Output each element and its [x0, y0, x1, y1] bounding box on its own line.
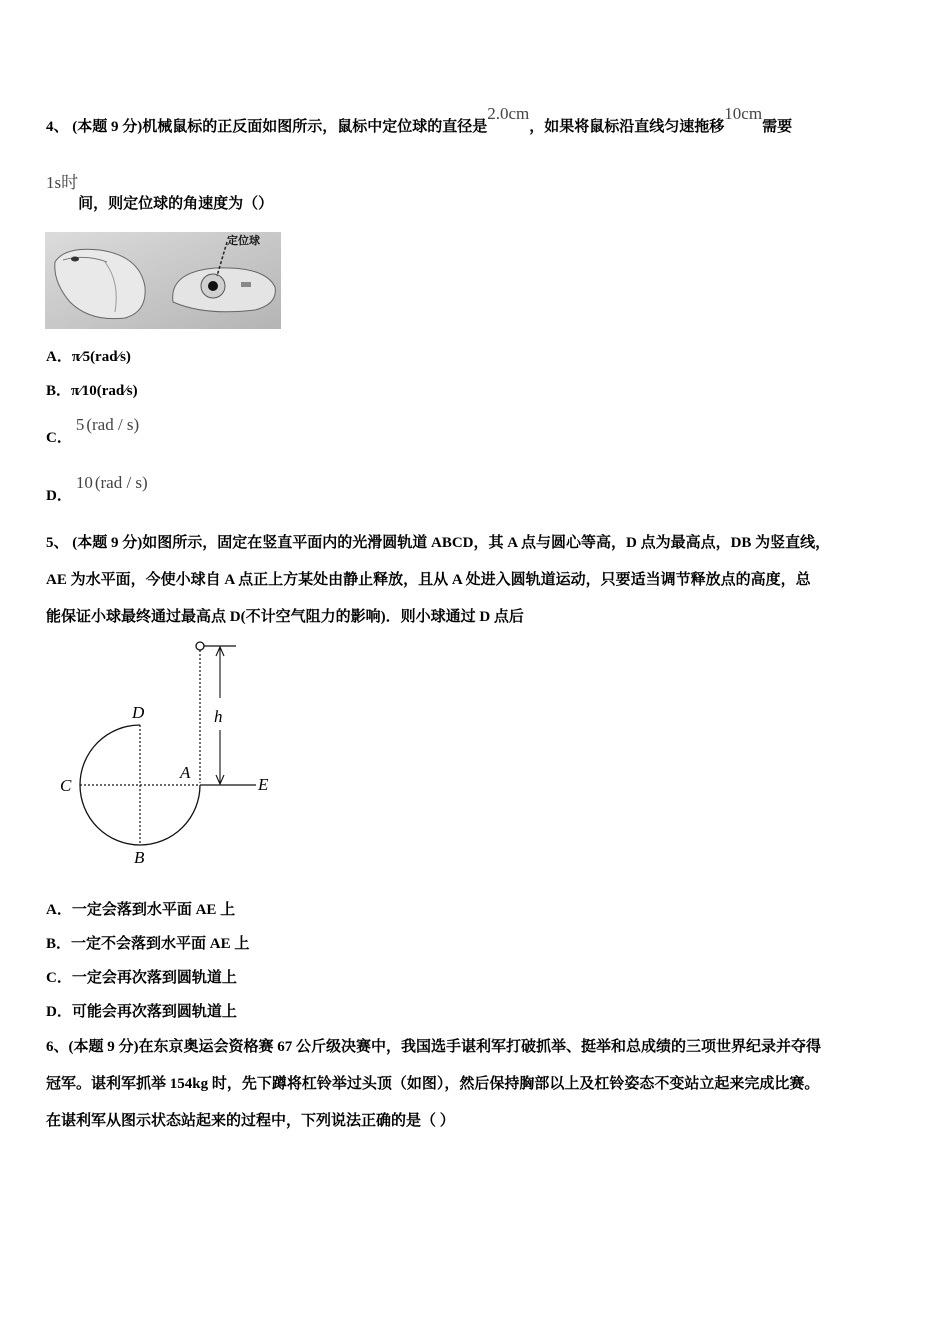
q4-option-a [46, 345, 131, 366]
q4-option-a-label: A． [46, 349, 72, 365]
q5-option-d-label: D． [46, 1004, 72, 1020]
label-d: D [132, 703, 145, 722]
q4-option-d [46, 472, 148, 504]
q5-option-b [46, 932, 249, 953]
q4-line-2 [46, 173, 274, 212]
q4-option-d-unit: (rad / s) [94, 473, 148, 492]
label-e: E [258, 775, 269, 794]
q4-option-d-value: 10 [75, 473, 93, 492]
q5-line-3: 能保证小球最终通过最高点 D(不计空气阻力的影响)．则小球通过 D 点后 [46, 609, 524, 625]
q5-line-1: 5、 (本题 9 分)如图所示，固定在竖直平面内的光滑圆轨道 ABCD，其 A 点与圆心等高，D 点为最高点，DB 为竖直线， [46, 535, 831, 551]
q5-option-d [46, 1000, 237, 1021]
q5-option-c [46, 966, 237, 987]
q4-diameter: 2.0cm [487, 104, 530, 123]
q4-option-b [46, 379, 138, 400]
q4-line-1 [46, 104, 793, 136]
q5-option-b-text: 一定不会落到水平面 AE 上 [71, 936, 250, 952]
q4-need: 需要 [762, 119, 793, 135]
q5-option-a-text: 一定会落到水平面 AE 上 [71, 902, 236, 918]
q5-option-a [46, 898, 235, 919]
q4-distance: 10cm [724, 104, 763, 123]
q4-tail: 间，则定位球的角速度为（） [78, 196, 274, 212]
q4-option-b-label: B． [46, 383, 72, 399]
label-c: C [60, 776, 72, 795]
q4-time: 1s时 [46, 173, 79, 192]
q4-option-b-text: π⁄10(rad⁄s) [71, 383, 138, 399]
q4-intro: 4、 (本题 9 分)机械鼠标的正反面如图所示，鼠标中定位球的直径是 [46, 119, 488, 135]
q4-option-d-label: D． [46, 488, 72, 504]
q4-option-c-label: C． [46, 430, 72, 446]
q6-line-3: 在谌利军从图示状态站起来的过程中，下列说法正确的是（ ） [46, 1113, 455, 1129]
q5-option-c-text: 一定会再次落到圆轨道上 [71, 970, 237, 986]
ball [196, 642, 204, 650]
photo-label: 定位球 [227, 234, 260, 247]
q4-option-c-value: 5 [75, 415, 85, 434]
q5-option-c-label: C． [46, 970, 72, 986]
q4-option-a-text: π⁄5(rad⁄s) [71, 349, 131, 365]
q5-option-b-label: B． [46, 936, 72, 952]
q5-line-2: AE 为水平面，今使小球自 A 点正上方某处由静止释放，且从 A 处进入圆轨道运动，只要适当调节释放点的高度，总 [46, 572, 811, 588]
label-h: h [214, 707, 223, 726]
q4-option-c [46, 414, 140, 446]
q5-option-a-label: A． [46, 902, 72, 918]
q5-option-d-text: 可能会再次落到圆轨道上 [71, 1004, 237, 1020]
label-a: A [180, 763, 191, 782]
q6-line-1: 6、(本题 9 分)在东京奥运会资格赛 67 公斤级决赛中，我国选手谌利军打破抓举、挺举和总成绩的三项世界纪录并夺得 [46, 1039, 821, 1055]
mouse-photo [45, 232, 281, 329]
circular-track-diagram [56, 636, 286, 868]
q6-line-2: 冠军。谌利军抓举 154kg 时，先下蹲将杠铃举过头顶（如图），然后保持胸部以上及杠铃姿态不变站立起来完成比赛。 [46, 1076, 820, 1092]
label-b: B [134, 848, 145, 867]
q4-mid: ，如果将鼠标沿直线匀速拖移 [529, 119, 725, 135]
q4-option-c-unit: (rad / s) [86, 415, 140, 434]
